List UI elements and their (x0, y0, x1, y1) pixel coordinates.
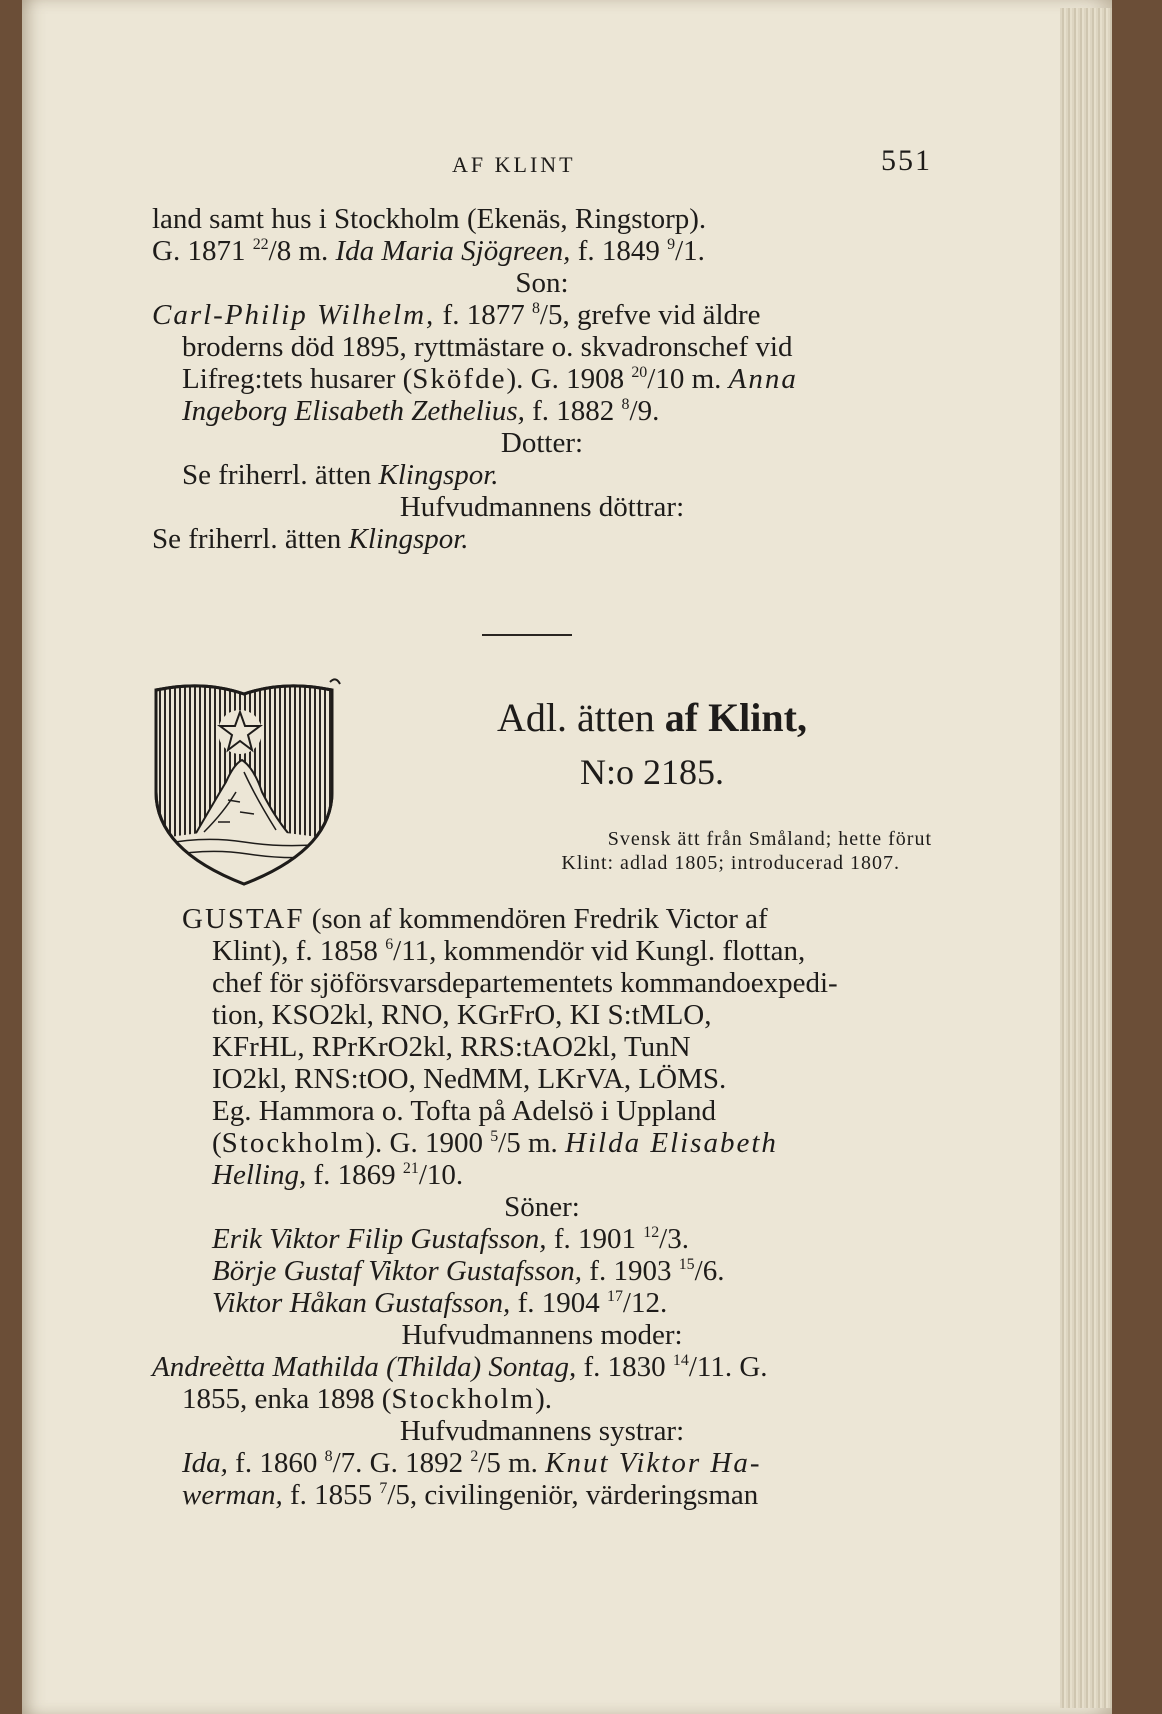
page-edge (1060, 8, 1112, 1708)
text-line: GUSTAF (son af kommendören Fredrik Victor af (182, 903, 768, 935)
text-line: Andreètta Mathilda (Thilda) Sontag, f. 1830 $^{14}$/11. G. (152, 1351, 768, 1383)
section-heading: Dotter: (500, 427, 584, 459)
section-divider (482, 634, 572, 636)
lineage-subtitle: Svensk ätt från Småland; hette förut (607, 828, 932, 850)
text-line: tion, KSO2kl, RNO, KGrFrO, KI S:tMLO, (212, 999, 712, 1031)
section-heading: Hufvudmannens moder: (401, 1319, 683, 1351)
text-line: Eg. Hammora o. Tofta på Adelsö i Uppland (212, 1095, 717, 1127)
text-line: Se friherrl. ätten Klingspor. (182, 459, 499, 491)
text-line: chef för sjöförsvarsdepartementets kommandoexpedi- (212, 967, 838, 999)
text-line: Viktor Håkan Gustafsson, f. 1904 $^{17}$/12. (212, 1287, 668, 1319)
text-line: IO2kl, RNS:tOO, NedMM, LKrVA, LÖMS. (212, 1063, 727, 1095)
text-line: Lifreg:tets husarer (Sköfde). G. 1908 $^{20}$/10 m. Anna (182, 363, 798, 395)
running-head: AF KLINT (452, 152, 576, 177)
text-line: KFrHL, RPrKrO2kl, RRS:tAO2kl, TunN (212, 1031, 691, 1063)
text-line: G. 1871 $^{22}$/8 m. Ida Maria Sjögreen, f. 1849 $^9$/1. (152, 235, 705, 267)
text-line: (Stockholm). G. 1900 $^5$/5 m. Hilda Elisabeth (212, 1127, 778, 1159)
text-line: 1855, enka 1898 (Stockholm). (182, 1383, 552, 1415)
text-line: broderns död 1895, ryttmästare o. skvadronschef vid (182, 331, 793, 363)
text-line: Börje Gustaf Viktor Gustafsson, f. 1903 $^{15}$/6. (212, 1255, 725, 1287)
text-line: Carl-Philip Wilhelm, f. 1877 $^8$/5, grefve vid äldre (152, 299, 761, 331)
section-heading: Hufvudmannens systrar: (399, 1415, 685, 1447)
section-heading: Son: (515, 267, 569, 299)
text-line: werman, f. 1855 $^7$/5, civilingeniör, värderingsman (182, 1479, 759, 1511)
lineage-subtitle: Klint: adlad 1805; introducerad 1807. (561, 852, 900, 874)
section-heading: Hufvudmannens döttrar: (399, 491, 685, 523)
text-line: land samt hus i Stockholm (Ekenäs, Ringstorp). (152, 203, 707, 235)
lineage-number: N:o 2185. (580, 752, 724, 792)
text-line: Klint), f. 1858 $^6$/11, kommendör vid Kungl. flottan, (212, 935, 806, 967)
text-line: Se friherrl. ätten Klingspor. (152, 523, 469, 555)
text-line: Ida, f. 1860 $^8$/7. G. 1892 $^2$/5 m. Knut Viktor Ha- (182, 1447, 762, 1479)
section-heading: Söner: (504, 1191, 580, 1223)
book-page: AF KLINT 551 land samt hus i Stockholm (Ekenäs, Ringstorp). G. 1871 $^{22}$/8 m. Ida Maria Sjögreen, f. 1849 $^9$/1. Son: Carl-Philip Wilhelm, f. 1877 $^8$/5, grefve vid äldre broderns död 1895, ryttmästare o. skvadronschef vid Lifreg:tets husarer (Sköfde). G. 1908 $^{20}$/10 m. Anna Ingeborg Elisabeth Zethelius, f. 1882 $^8$/9. Dotter: Se friherrl. ätten Klingspor. Hufvudmannens döttrar: Se friherrl. ätten Klingspor. Adl. ätten af Klint, N:o 2185. Svensk ätt från Småland; hette förut Klint: adlad 1805; introducerad 1807. GUSTAF (son af kommendören Fredrik Victor af Klint), f. 1858 $^6$/11, kommendör vid Kungl. flottan, chef för sjöförsvarsdepartementets kommandoexpedi- tion, KSO2kl, RNO, KGrFrO, KI S:tMLO, KFrHL, RPrKrO2kl, RRS:tAO2kl, TunN IO2kl, RNS:tOO, NedMM, LKrVA, LÖMS. Eg. Hammora o. Tofta på Adelsö i Uppland (Stockholm). G. 1900 $^5$/5 m. Hilda Elisabeth Helling, f. 1869 $^{21}$/10. Söner: Erik Viktor Filip Gustafsson, f. 1901 $^{12}$/3. Börje Gustaf Viktor Gustafsson, f. 1903 $^{15}$/6. Viktor Håkan Gustafsson, f. 1904 $^{17}$/12. Hufvudmannens moder: Andreètta Mathilda (Thilda) Sontag, f. 1830 $^{14}$/11. G. 1855, enka 1898 (Stockholm). Hufvudmannens systrar: Ida, f. 1860 $^8$/7. G. 1892 $^2$/5 m. Knut Viktor Ha- werman, f. 1855 $^7$/5, civilingeniör, värderingsman (22, 0, 1112, 1714)
text-line: Erik Viktor Filip Gustafsson, f. 1901 $^{12}$/3. (212, 1223, 689, 1255)
page-number: 551 (881, 144, 932, 177)
text-line: Ingeborg Elisabeth Zethelius, f. 1882 $^8$/9. (182, 395, 660, 427)
text-line: Helling, f. 1869 $^{21}$/10. (212, 1159, 464, 1191)
coat-of-arms-icon (144, 672, 344, 892)
